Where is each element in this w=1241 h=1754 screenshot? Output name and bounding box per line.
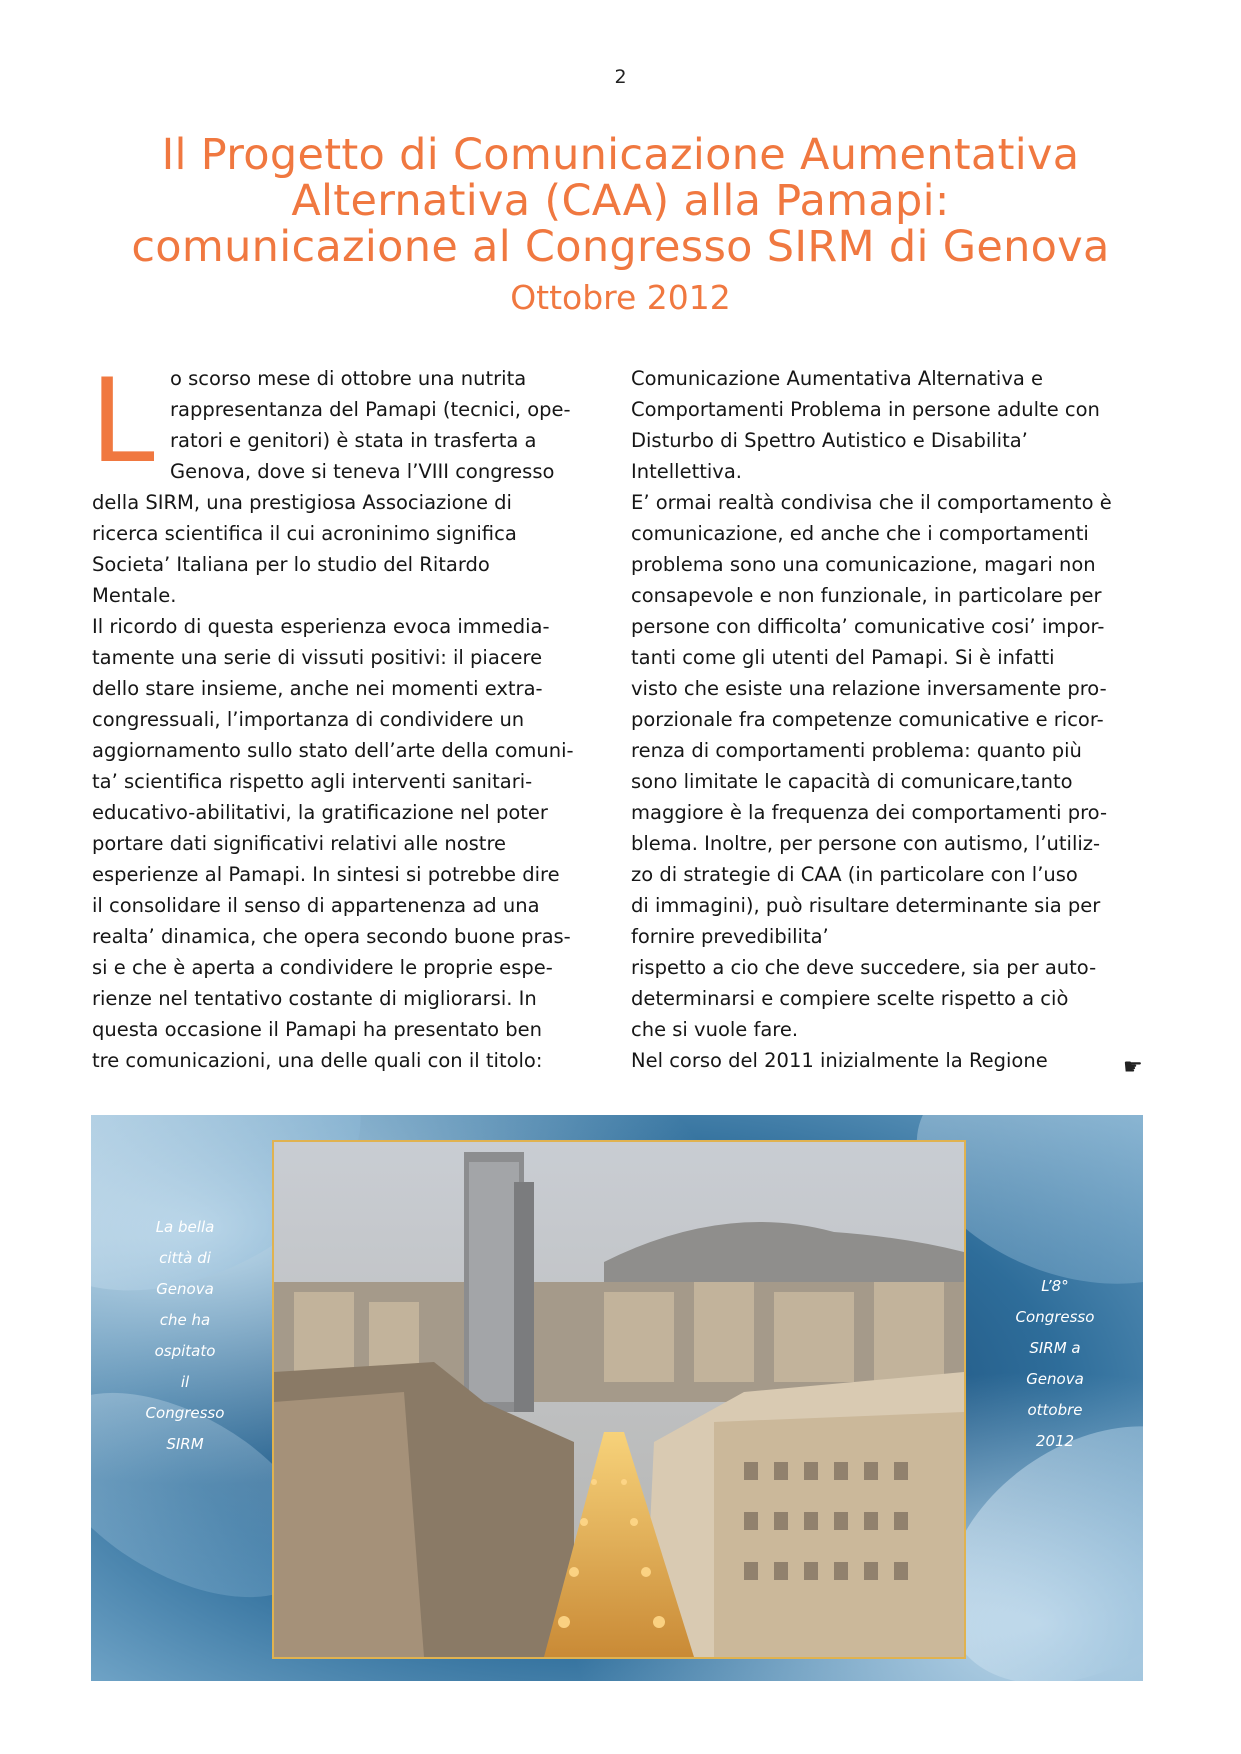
text-line: si e che è aperta a condividere le proprie espe- bbox=[92, 956, 553, 979]
caption-line: La bella bbox=[155, 1218, 215, 1236]
text-line: consapevole e non funzionale, in particolare per bbox=[631, 584, 1102, 607]
text-line: persone con difficolta’ comunicative cosi’ impor- bbox=[631, 615, 1105, 638]
text-line: comunicazione, ed anche che i comportamenti bbox=[631, 522, 1089, 545]
text-line: sono limitate le capacità di comunicare,tanto bbox=[631, 770, 1073, 793]
right-column bbox=[631, 363, 1151, 1076]
text-line: realta’ dinamica, che opera secondo buone pras- bbox=[92, 925, 571, 948]
text-line: congressuali, l’importanza di condividere un bbox=[92, 708, 525, 731]
text-line: ratori e genitori) è stata in trasferta a bbox=[170, 429, 537, 452]
text-line: esperienze al Pamapi. In sintesi si potrebbe dire bbox=[92, 863, 560, 886]
text-line: problema sono una comunicazione, magari non bbox=[631, 553, 1096, 576]
text-line: tanti come gli utenti del Pamapi. Si è infatti bbox=[631, 646, 1055, 669]
drop-cap: L bbox=[90, 354, 155, 489]
text-line: tamente una serie di vissuti positivi: il piacere bbox=[92, 646, 543, 669]
title-line-2: Alternativa (CAA) alla Pamapi: bbox=[291, 176, 950, 226]
caption-line: ospitato bbox=[154, 1342, 216, 1360]
text-line: Mentale. bbox=[92, 584, 177, 607]
text-line: Societa’ Italiana per lo studio del Ritardo bbox=[92, 553, 490, 576]
caption-line: SIRM a bbox=[1029, 1339, 1081, 1357]
text-line: il consolidare il senso di appartenenza ad una bbox=[92, 894, 540, 917]
text-line: Disturbo di Spettro Autistico e Disabilita’ bbox=[631, 429, 1028, 452]
text-line: rappresentanza del Pamapi (tecnici, ope- bbox=[170, 398, 571, 421]
caption-line: ottobre bbox=[1027, 1401, 1083, 1419]
title-date: Ottobre 2012 bbox=[510, 278, 731, 317]
text-line: della SIRM, una prestigiosa Associazione di bbox=[92, 491, 512, 514]
text-line: Comportamenti Problema in persone adulte con bbox=[631, 398, 1100, 421]
text-line: rispetto a cio che deve succedere, sia per auto- bbox=[631, 956, 1097, 979]
text-line: determinarsi e compiere scelte rispetto a ciò bbox=[631, 987, 1069, 1010]
caption-line: Congresso bbox=[145, 1404, 225, 1422]
text-line: fornire prevedibilita’ bbox=[631, 925, 829, 948]
text-line: blema. Inoltre, per persone con autismo, l’utiliz- bbox=[631, 832, 1101, 855]
text-line: Comunicazione Aumentativa Alternativa e bbox=[631, 367, 1044, 390]
text-line: tre comunicazioni, una delle quali con il titolo: bbox=[92, 1049, 543, 1072]
text-line: aggiornamento sullo stato dell’arte della comuni- bbox=[92, 739, 574, 762]
text-line: portare dati significativi relativi alle nostre bbox=[92, 832, 507, 855]
text-line: rienze nel tentativo costante di migliorarsi. In bbox=[92, 987, 537, 1010]
text-line: ta’ scientifica rispetto agli interventi sanitari- bbox=[92, 770, 533, 793]
pointing-hand-icon: ☛ bbox=[1123, 1055, 1143, 1080]
text-line: educativo-abilitativi, la gratificazione nel poter bbox=[92, 801, 548, 824]
text-line: ricerca scientifica il cui acroninimo significa bbox=[92, 522, 517, 545]
title-line-1: Il Progetto di Comunicazione Aumentativa bbox=[161, 130, 1080, 180]
caption-line: città di bbox=[159, 1249, 211, 1267]
text-line: visto che esiste una relazione inversamente pro- bbox=[631, 677, 1107, 700]
caption-line: L’8° bbox=[1041, 1277, 1069, 1295]
text-line: zo di strategie di CAA (in particolare con l’uso bbox=[631, 863, 1078, 886]
text-line: maggiore è la frequenza dei comportamenti pro- bbox=[631, 801, 1107, 824]
text-line: dello stare insieme, anche nei momenti extra- bbox=[92, 677, 543, 700]
caption-line: che ha bbox=[159, 1311, 211, 1329]
caption-line: il bbox=[180, 1373, 190, 1391]
city-illustration bbox=[274, 1142, 964, 1657]
text-line: o scorso mese di ottobre una nutrita bbox=[170, 367, 527, 390]
text-line: renza di comportamenti problema: quanto più bbox=[631, 739, 1082, 762]
photo-caption-right bbox=[995, 1271, 1115, 1457]
text-line: E’ ormai realtà condivisa che il comportamento è bbox=[631, 491, 1112, 514]
caption-line: SIRM bbox=[166, 1435, 204, 1453]
text-line: Il ricordo di questa esperienza evoca immedia- bbox=[92, 615, 550, 638]
caption-line: Genova bbox=[156, 1280, 214, 1298]
text-line: Intellettiva. bbox=[631, 460, 742, 483]
caption-line: 2012 bbox=[1035, 1432, 1075, 1450]
genova-city-photo bbox=[272, 1140, 966, 1659]
caption-line: Genova bbox=[1026, 1370, 1084, 1388]
photo-panel bbox=[91, 1115, 1143, 1681]
photo-caption-left bbox=[131, 1212, 239, 1460]
title-line-3: comunicazione al Congresso SIRM di Genova bbox=[131, 222, 1110, 272]
text-line: questa occasione il Pamapi ha presentato ben bbox=[92, 1018, 542, 1041]
text-line: Genova, dove si teneva l’VIII congresso bbox=[170, 460, 555, 483]
article-title bbox=[60, 132, 1181, 322]
text-line: porzionale fra competenze comunicative e ricor- bbox=[631, 708, 1104, 731]
left-column bbox=[90, 354, 600, 1076]
caption-line: Congresso bbox=[1015, 1308, 1095, 1326]
text-line: Nel corso del 2011 inizialmente la Regione bbox=[631, 1049, 1048, 1072]
text-line: che si vuole fare. bbox=[631, 1018, 799, 1041]
text-line: di immagini), può risultare determinante sia per bbox=[631, 894, 1101, 917]
page-number: 2 bbox=[614, 66, 627, 88]
